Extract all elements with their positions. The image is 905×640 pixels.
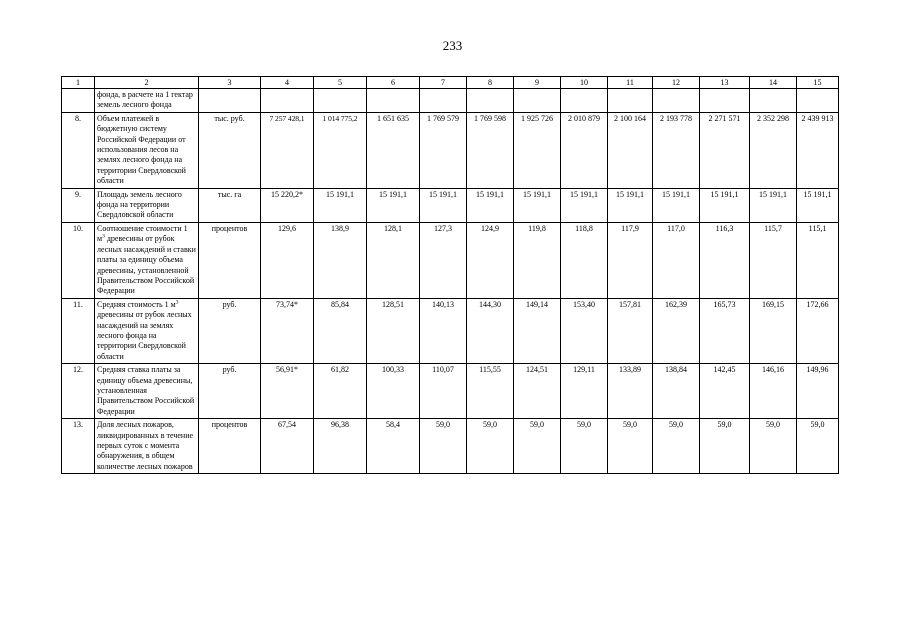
value-cell: 124,9	[467, 222, 514, 298]
column-header: 5	[314, 77, 367, 89]
column-header: 14	[750, 77, 797, 89]
value-cell: 2 010 879	[561, 112, 608, 188]
value-cell: 7 257 428,1	[261, 112, 314, 188]
value-cell: 85,84	[314, 298, 367, 363]
value-cell	[314, 89, 367, 113]
indicator-name: фонда, в расчете на 1 гектар земель лесного фонда	[95, 89, 199, 113]
column-header: 11	[608, 77, 653, 89]
value-cell: 15 191,1	[700, 188, 750, 222]
table-row	[62, 112, 839, 188]
value-cell: 15 191,1	[514, 188, 561, 222]
column-header: 8	[467, 77, 514, 89]
indicator-name-part: Средняя стоимость 1 м	[97, 299, 176, 309]
value-cell: 1 769 598	[467, 112, 514, 188]
value-cell: 67,54	[261, 419, 314, 474]
indicator-name-part: древесины от рубок лесных насаждений и ставки платы за единицу объема древесины, установленной Правительством Российской Федерации	[97, 234, 196, 296]
value-cell: 117,9	[608, 222, 653, 298]
indicator-name-part: древесины от рубок лесных насаждений на землях лесного фонда на территории Свердловской области	[97, 310, 192, 361]
page-number: 233	[442, 38, 463, 53]
value-cell: 153,40	[561, 298, 608, 363]
value-cell: 128,1	[367, 222, 420, 298]
row-number: 13.	[62, 419, 95, 474]
value-cell: 15 191,1	[797, 188, 839, 222]
value-cell: 2 193 778	[653, 112, 700, 188]
value-cell: 73,74*	[261, 298, 314, 363]
value-cell: 15 191,1	[653, 188, 700, 222]
value-cell: 59,0	[797, 419, 839, 474]
row-number	[62, 89, 95, 113]
table-row	[62, 364, 839, 419]
superscript: 3	[102, 233, 105, 240]
unit-cell: руб.	[199, 364, 261, 419]
value-cell: 133,89	[608, 364, 653, 419]
value-cell: 116,3	[700, 222, 750, 298]
indicator-name	[95, 298, 199, 363]
value-cell: 129,6	[261, 222, 314, 298]
row-number: 10.	[62, 222, 95, 298]
value-cell	[561, 89, 608, 113]
column-header: 15	[797, 77, 839, 89]
value-cell: 15 191,1	[467, 188, 514, 222]
value-cell: 1 925 726	[514, 112, 561, 188]
header-row	[62, 77, 839, 89]
column-header: 9	[514, 77, 561, 89]
column-header: 7	[420, 77, 467, 89]
table-row	[62, 419, 839, 474]
value-cell	[367, 89, 420, 113]
unit-cell: тыс. га	[199, 188, 261, 222]
value-cell: 59,0	[514, 419, 561, 474]
value-cell: 15 191,1	[750, 188, 797, 222]
value-cell	[608, 89, 653, 113]
value-cell: 129,11	[561, 364, 608, 419]
table-row	[62, 222, 839, 298]
column-header: 13	[700, 77, 750, 89]
value-cell: 119,8	[514, 222, 561, 298]
value-cell	[700, 89, 750, 113]
indicator-name-part: Соотношение стоимости 1 м	[97, 223, 188, 244]
value-cell: 59,0	[700, 419, 750, 474]
value-cell: 58,4	[367, 419, 420, 474]
value-cell	[420, 89, 467, 113]
column-header: 6	[367, 77, 420, 89]
value-cell: 2 439 913	[797, 112, 839, 188]
value-cell: 2 100 164	[608, 112, 653, 188]
column-header: 10	[561, 77, 608, 89]
value-cell: 2 271 571	[700, 112, 750, 188]
unit-cell	[199, 89, 261, 113]
value-cell: 127,3	[420, 222, 467, 298]
value-cell	[750, 89, 797, 113]
value-cell	[514, 89, 561, 113]
value-cell	[653, 89, 700, 113]
value-cell: 144,30	[467, 298, 514, 363]
value-cell: 142,45	[700, 364, 750, 419]
row-number: 8.	[62, 112, 95, 188]
value-cell: 162,39	[653, 298, 700, 363]
table-row	[62, 188, 839, 222]
value-cell	[467, 89, 514, 113]
value-cell: 59,0	[467, 419, 514, 474]
value-cell: 115,55	[467, 364, 514, 419]
value-cell: 128,51	[367, 298, 420, 363]
column-header: 3	[199, 77, 261, 89]
value-cell	[261, 89, 314, 113]
column-header: 4	[261, 77, 314, 89]
unit-cell: процентов	[199, 419, 261, 474]
value-cell: 1 651 635	[367, 112, 420, 188]
unit-cell: руб.	[199, 298, 261, 363]
value-cell: 115,1	[797, 222, 839, 298]
indicator-name: Объем платежей в бюджетную систему Российской Федерации от использования лесов на землях лесного фонда на территории Свердловской области	[95, 112, 199, 188]
row-number: 12.	[62, 364, 95, 419]
row-number: 11.	[62, 298, 95, 363]
value-cell: 1 769 579	[420, 112, 467, 188]
value-cell: 15 191,1	[608, 188, 653, 222]
value-cell: 15 220,2*	[261, 188, 314, 222]
value-cell: 169,15	[750, 298, 797, 363]
value-cell: 59,0	[653, 419, 700, 474]
value-cell: 124,51	[514, 364, 561, 419]
value-cell: 146,16	[750, 364, 797, 419]
superscript: 3	[175, 299, 179, 306]
column-header: 2	[95, 77, 199, 89]
value-cell: 149,14	[514, 298, 561, 363]
value-cell: 172,66	[797, 298, 839, 363]
indicator-name: Средняя ставка платы за единицу объема древесины, установленная Правительством Российской Федерации	[95, 364, 199, 419]
value-cell: 115,7	[750, 222, 797, 298]
value-cell: 165,73	[700, 298, 750, 363]
value-cell: 59,0	[608, 419, 653, 474]
value-cell: 138,9	[314, 222, 367, 298]
value-cell: 140,13	[420, 298, 467, 363]
unit-cell: процентов	[199, 222, 261, 298]
value-cell: 59,0	[750, 419, 797, 474]
indicator-name: Доля лесных пожаров, ликвидированных в течение первых суток с момента обнаружения, в общем количестве лесных пожаров	[95, 419, 199, 474]
value-cell: 149,96	[797, 364, 839, 419]
table-row	[62, 89, 839, 113]
value-cell: 118,8	[561, 222, 608, 298]
table-row	[62, 298, 839, 363]
row-number: 9.	[62, 188, 95, 222]
column-header: 12	[653, 77, 700, 89]
value-cell: 1 014 775,2	[314, 112, 367, 188]
indicators-table	[61, 76, 839, 474]
column-header: 1	[62, 77, 95, 89]
value-cell: 15 191,1	[420, 188, 467, 222]
value-cell: 100,33	[367, 364, 420, 419]
indicator-name: Площадь земель лесного фонда на территории Свердловской области	[95, 188, 199, 222]
indicator-name	[95, 222, 199, 298]
value-cell: 117,0	[653, 222, 700, 298]
value-cell: 56,91*	[261, 364, 314, 419]
value-cell: 157,81	[608, 298, 653, 363]
value-cell: 59,0	[420, 419, 467, 474]
value-cell: 2 352 298	[750, 112, 797, 188]
value-cell: 15 191,1	[367, 188, 420, 222]
value-cell: 110,07	[420, 364, 467, 419]
value-cell: 59,0	[561, 419, 608, 474]
value-cell: 96,38	[314, 419, 367, 474]
value-cell: 138,84	[653, 364, 700, 419]
unit-cell: тыс. руб.	[199, 112, 261, 188]
value-cell: 61,82	[314, 364, 367, 419]
value-cell: 15 191,1	[561, 188, 608, 222]
value-cell	[797, 89, 839, 113]
value-cell: 15 191,1	[314, 188, 367, 222]
